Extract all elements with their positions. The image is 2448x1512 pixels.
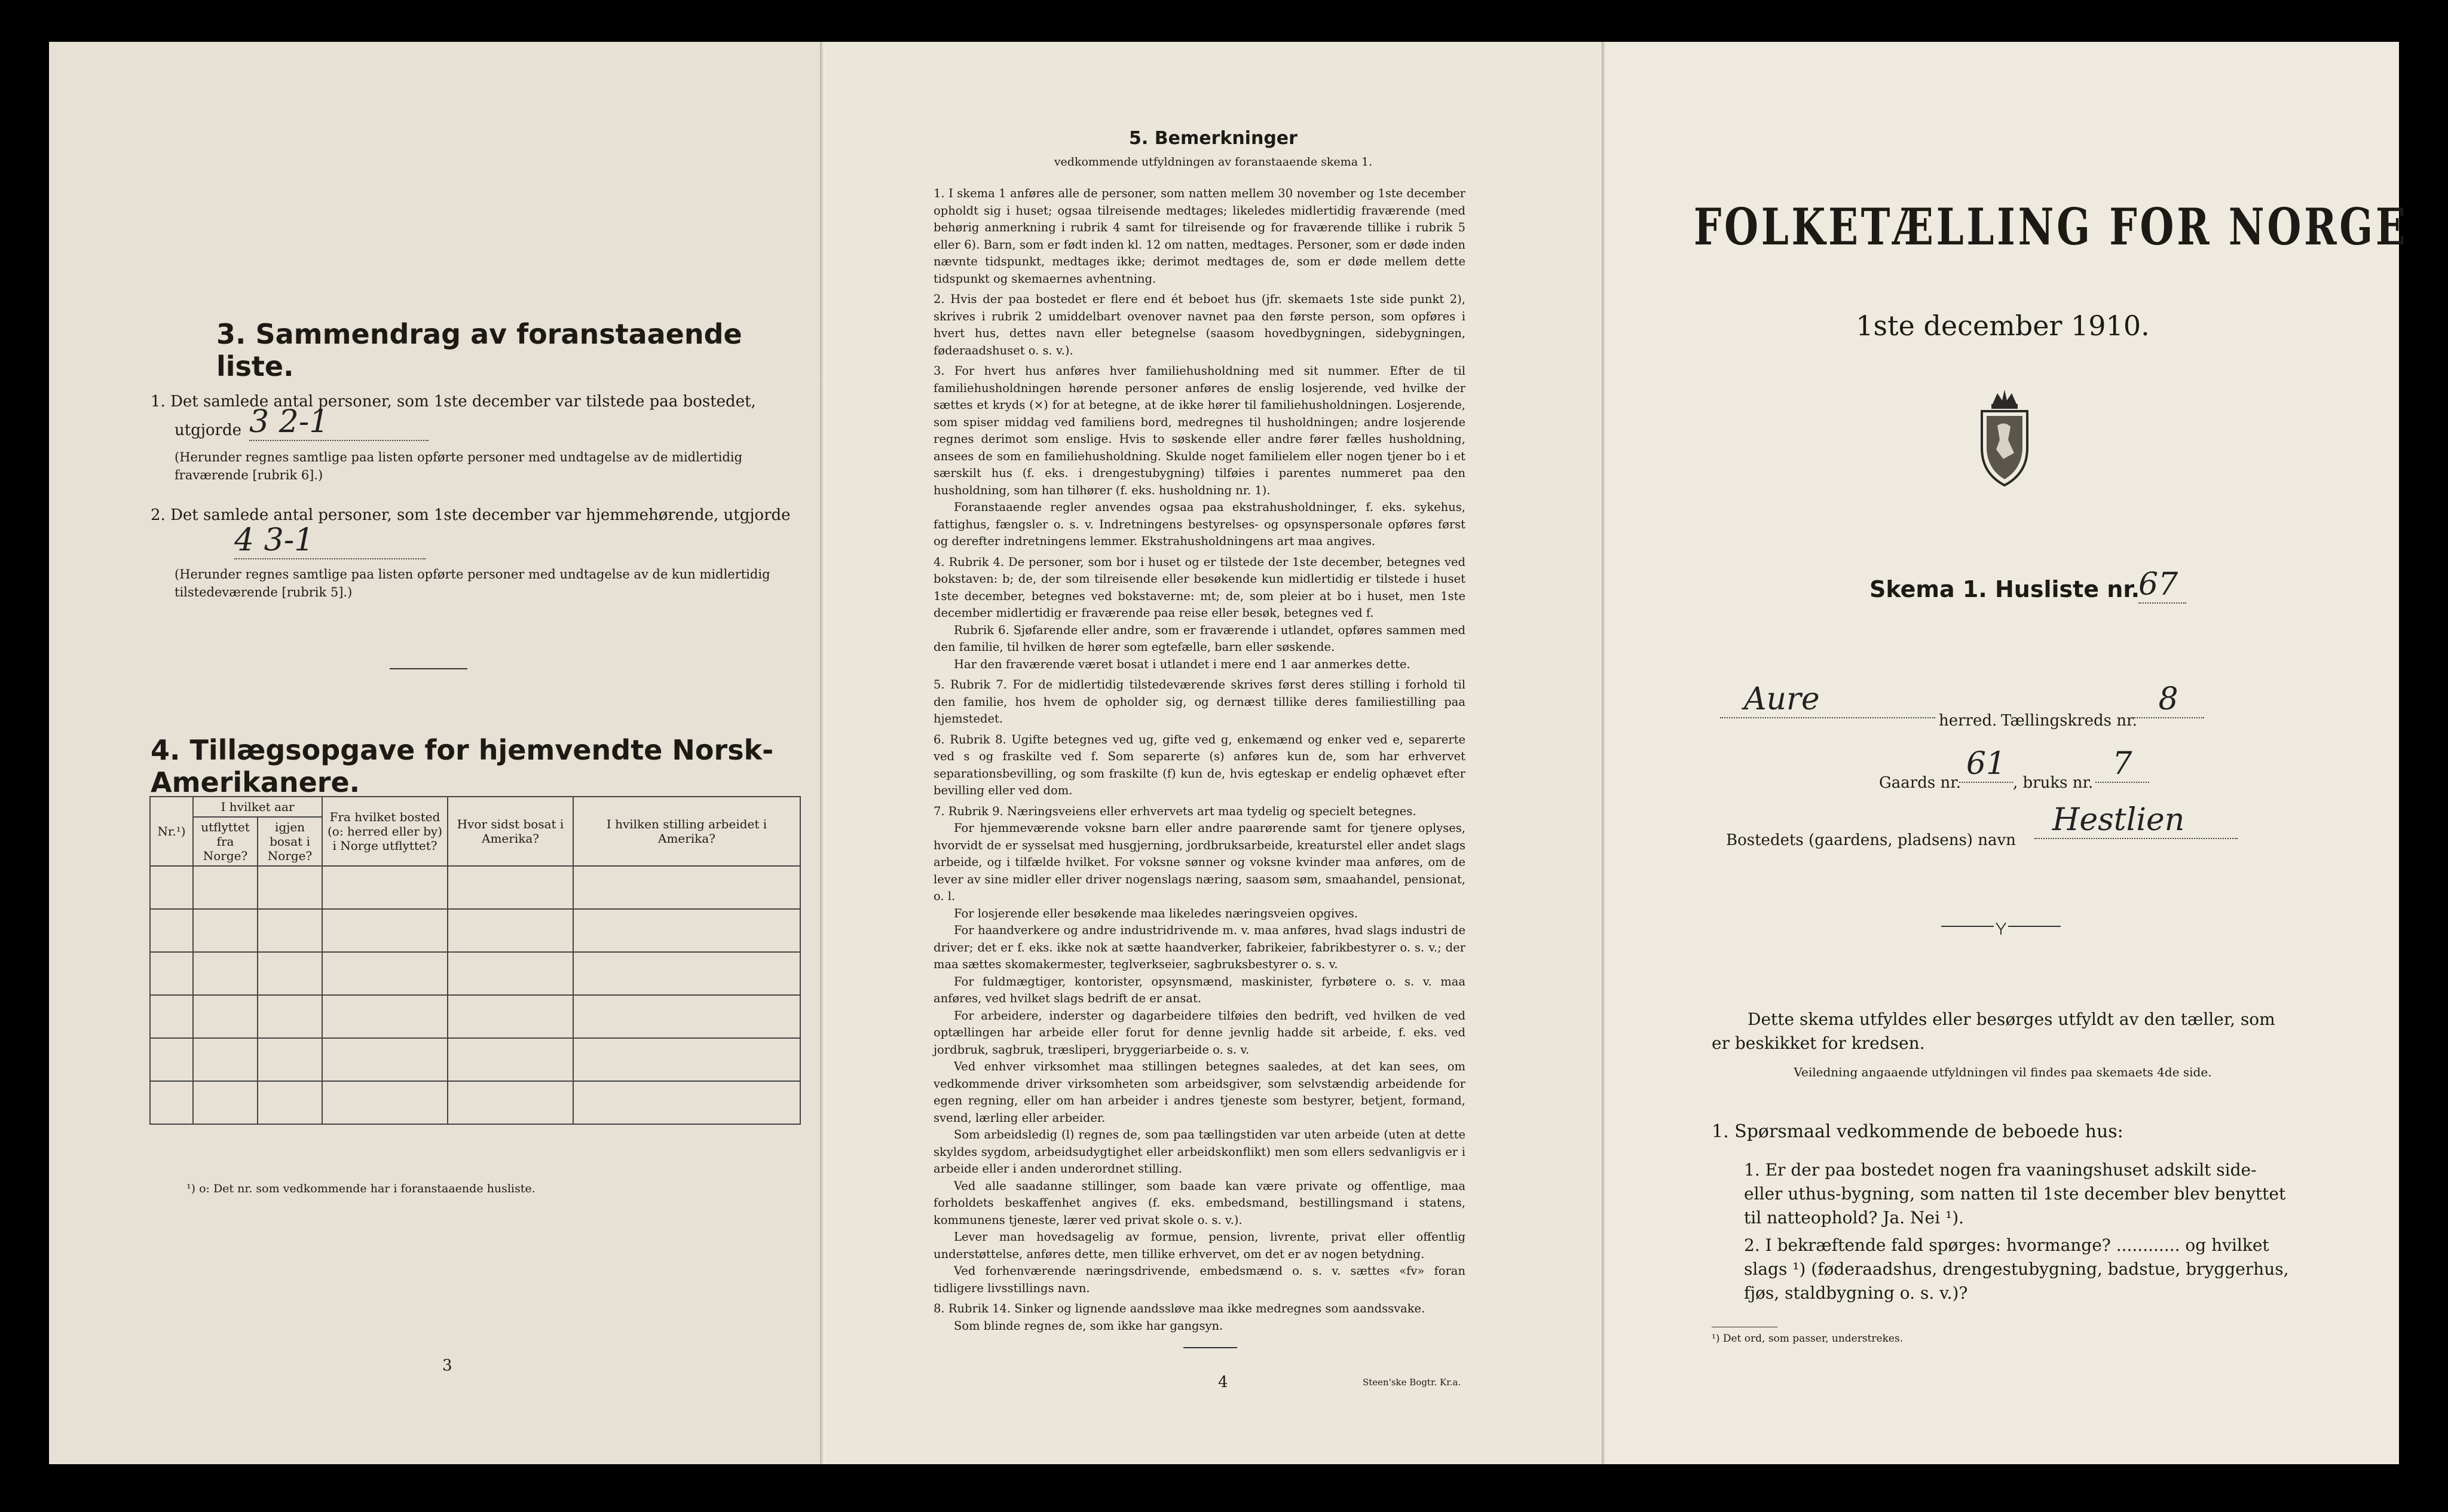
bosted-label: Bostedets (gaardens, pladsens) navn xyxy=(1726,831,2016,849)
remarks-subtitle: vedkommende utfyldningen av foranstaaende skema 1. xyxy=(1054,155,1373,169)
remark-7f: For arbeidere, inderster og dagarbeidere tilføies den bedrift, ved hvilken de ved optællingen har arbeide eller forut for denne jevnlig hadde sit arbeide, f. eks. ved jordbruk, sagbruk, træsliperi, bryggeriarbeide o. s. v. xyxy=(934,1008,1465,1057)
remark-4c: Har den fraværende været bosat i utlandet i mere end 1 aar anmerkes dette. xyxy=(954,657,1410,671)
question-1-1: 1. Er der paa bostedet nogen fra vaaningshuset adskilt side- eller uthus-bygning, som natten til 1ste december blev benyttet til natteophold? Ja. Nei ¹). xyxy=(1744,1160,2286,1228)
remark-7: 7. Rubrik 9. Næringsveiens eller erhvervets art maa tydelig og specielt betegnes. xyxy=(934,804,1416,818)
divider xyxy=(390,668,467,669)
page-4 xyxy=(825,42,1602,1464)
veiledning-text: Veiledning angaaende utfyldningen vil findes paa skemaets 4de side. xyxy=(1794,1065,2212,1079)
husliste-number: 67 xyxy=(2138,567,2186,604)
bruks-label: , bruks nr. xyxy=(2013,774,2094,792)
remark-7e: For fuldmægtiger, kontorister, opsynsmænd, maskinister, fyrbøtere o. s. v. maa anføres, ved hvilket slags bedrift de er ansat. xyxy=(934,974,1465,1005)
item-2-text: 2. Det samlede antal personer, som 1ste december var hjemmehørende, utgjorde xyxy=(151,506,791,524)
gaards-value: 61 xyxy=(1959,746,2013,783)
kreds-label: Tællingskreds nr. xyxy=(2001,712,2137,730)
divider xyxy=(1183,1347,1237,1348)
remark-7k: Ved forhenværende næringsdrivende, embedsmænd o. s. v. sættes «fv» foran tidligere livsstillings navn. xyxy=(934,1264,1465,1295)
table-row xyxy=(150,866,800,909)
herred-value: Aure xyxy=(1720,681,1935,718)
item-1-prefix: utgjorde xyxy=(175,421,242,439)
col-utflyttet: utflyttet fra Norge? xyxy=(193,817,258,866)
item-1-note: (Herunder regnes samtlige paa listen opførte personer med undtagelse av de midlertidig fraværende [rubrik 6].) xyxy=(175,450,743,482)
col-fra: Fra hvilket bosted (o: herred eller by) i Norge utflyttet? xyxy=(322,797,448,866)
footnote: ¹) Det ord, som passer, understrekes. xyxy=(1712,1333,1904,1345)
remark-2: 2. Hvis der paa bostedet er flere end ét beboet hus (jfr. skemaets 1ste side punkt 2), skrives i rubrik 2 umiddelbart ovenover navnet paa den første person, som opføres i hvert hus, dettes navn eller betegnelse (saasom hovedbygningen, sidebygningen, føderaadshuset o. s. v.). xyxy=(934,292,1465,357)
col-igjen: igjen bosat i Norge? xyxy=(258,817,322,866)
remark-7d: For haandverkere og andre industridrivende m. v. maa anføres, hvad slags industri de driver; det er f. eks. ikke nok at sætte haandverker, fabrikeier, fabrikbestyrer o. s. v.; der maa sættes skomakermester, teglverkseier, sagbruksbestyrer o. s. v. xyxy=(934,923,1465,971)
remarks-body xyxy=(934,185,1465,1335)
question-1-title: 1. Spørsmaal vedkommende de beboede hus: xyxy=(1712,1121,2123,1142)
kreds-value: 8 xyxy=(2132,681,2204,718)
remark-8: 8. Rubrik 14. Sinker og lignende aandssløve maa ikke medregnes som aandssvake. xyxy=(934,1302,1425,1315)
remark-4: 4. Rubrik 4. De personer, som bor i huset og er tilstede der 1ste december, betegnes ved bokstaven: b; de, der som tilreisende eller besøkende kun midlertidig er tilstede i huset 1ste december, betegnes ved bokstaverne: mt; de, som pleier at bo i huset, men 1ste december midlertidig er fraværende paa reise eller besøk, betegnes ved f. xyxy=(934,555,1465,620)
herred-label: herred. xyxy=(1939,712,1997,730)
remark-7j: Lever man hovedsagelig av formue, pension, livrente, privat eller offentlig understøttelse, anføres dette, men tillike erhvervet, om det er av nogen betydning. xyxy=(934,1230,1465,1261)
remark-3: 3. For hvert hus anføres hver familiehusholdning med sit nummer. Efter de til familiehusholdningen hørende personer anføres de enslig losjerende, ved hvilke der sættes et kryds (×) for at betegne, at de ikke hører til familiehusholdningen. Losjerende, som spiser middag ved familiens bord, medregnes til husholdningen; andre losjerende regnes derimot som enslige. Hvis to søskende eller andre fører fælles husholdning, ansees de som en familiehusholdning. Skulde noget familielem eller nogen tjener bo i et særskilt hus (f. eks. i drengestubygning) tilføies i parentes nummeret paa den husholdning, som han tilhører (f. eks. husholdning nr. 1). xyxy=(934,364,1465,497)
gaards-label: Gaards nr. xyxy=(1879,774,1962,792)
remark-7c: For losjerende eller besøkende maa likeledes næringsveien opgives. xyxy=(954,906,1358,920)
item-2-note: (Herunder regnes samtlige paa listen opførte personer med undtagelse av de kun midlertidig tilstedeværende [rubrik 5].) xyxy=(175,567,770,599)
col-group-year: I hvilket aar xyxy=(193,797,322,817)
col-nr: Nr.¹) xyxy=(150,797,193,866)
table-row xyxy=(150,1081,800,1124)
bruks-value: 7 xyxy=(2095,746,2149,783)
item-1-text: 1. Det samlede antal personer, som 1ste december var tilstede paa bostedet, xyxy=(151,393,756,411)
page-number: 3 xyxy=(442,1357,452,1375)
remark-7g: Ved enhver virksomhet maa stillingen betegnes saaledes, at det kan sees, om vedkommende driver virksomheten som arbeidsgiver, som selvstændig arbeidende for egen regning, eller om han arbeider i andres tjeneste som bestyrer, betjent, formand, svend, lærling eller arbeider. xyxy=(934,1060,1465,1125)
question-1-2: 2. I bekræftende fald spørges: hvormange? ............ og hvilket slags ¹) (føderaadshus, drengestubygning, badstue, bryggerhus, fjøs, staldbygning o. s. v.)? xyxy=(1744,1235,2289,1303)
printer-mark: Steen'ske Bogtr. Kr.a. xyxy=(1363,1377,1461,1388)
remark-4b: Rubrik 6. Sjøfarende eller andre, som er fraværende i utlandet, opføres sammen med den familie, til hvilken de hører som egtefælle, barn eller søskende. xyxy=(934,623,1465,654)
intro-text: Dette skema utfyldes eller besørges utfyldt av den tæller, som er beskikket for kredsen. xyxy=(1712,1009,2275,1053)
table-footnote: ¹) o: Det nr. som vedkommende har i foranstaaende husliste. xyxy=(186,1182,536,1195)
remark-8b: Som blinde regnes de, som ikke har gangsyn. xyxy=(954,1318,1223,1333)
remark-3b: Foranstaaende regler anvendes ogsaa paa ekstrahusholdninger, f. eks. sykehus, fattighus, fængsler o. s. v. Indretningens bestyrelses- og opsynspersonale opføres først og derefter indretningens lemmer. Ekstrahusholdningens art maa angives. xyxy=(934,500,1465,548)
page-3 xyxy=(49,42,820,1464)
remarks-title: 5. Bemerkninger xyxy=(1129,128,1298,149)
remark-7i: Ved alle saadanne stillinger, som baade kan være private og offentlige, maa forholdets beskaffenhet angives (f. eks. embedsmand, bestillingsmand i statens, kommunens tjeneste, lærer ved privat skole o. s. v.). xyxy=(934,1179,1465,1227)
remark-1: 1. I skema 1 anføres alle de personer, som natten mellem 30 november og 1ste december opholdt sig i huset; ogsaa tilreisende medtages; likeledes midlertidig fraværende (med behørig anmerkning i rubrik 4 samt for tilreisende og for fraværende tillike i rubrik 5 eller 6). Barn, som er født inden kl. 12 om natten, medtages. Personer, som er døde inden nævnte tidspunkt, medtages ikke; derimot medtages de, som er døde mellem dette tidspunkt og skemaernes avhentning. xyxy=(934,186,1465,286)
item-2-value: 4 3-1 xyxy=(234,522,426,559)
remark-7b: For hjemmeværende voksne barn eller andre paarørende samt for tjenere oplyses, hvorvidt de er sysselsat med husgjerning, jordbruksarbeide, kreaturstel eller andet slags arbeide, og i tilfælde hvilket. For voksne sønner og voksne kvinder maa anføres, om de lever av sine midler eller driver nogenslags næring, saasom søm, smaahandel, pensionat, o. l. xyxy=(934,821,1465,903)
table-row xyxy=(150,1038,800,1081)
col-stilling: I hvilken stilling arbeidet i Amerika? xyxy=(573,797,800,866)
section-4-title: 4. Tillægsopgave for hjemvendte Norsk-Amerikanere. xyxy=(151,734,774,798)
table-row xyxy=(150,909,800,952)
page-number: 4 xyxy=(1218,1373,1228,1391)
census-title: FOLKETÆLLING FOR NORGE xyxy=(1693,197,2409,256)
remark-7h: Som arbeidsledig (l) regnes de, som paa tællingstiden var uten arbeide (uten at dette skyldes sygdom, arbeidsudygtighet eller arbeidskonflikt) men som ellers sedvanligvis er i arbeide eller i anden underordnet stilling. xyxy=(934,1128,1465,1176)
census-date: 1ste december 1910. xyxy=(1856,310,2150,342)
table-row xyxy=(150,995,800,1038)
skema-label: Skema 1. Husliste nr. xyxy=(1869,576,2140,602)
coat-of-arms-icon xyxy=(1969,382,2040,490)
section-3-title: 3. Sammendrag av foranstaaende liste. xyxy=(216,318,742,382)
remark-6: 6. Rubrik 8. Ugifte betegnes ved ug, gifte ved g, enkemænd og enker ved e, separerte ved s og fraskilte ved f. Som separerte (s) anføres kun de, som har erhvervet separationsbevilling, og som fraskilte (f) kun de, hvis egteskap er endelig ophævet efter bevilling eller ved dom. xyxy=(934,732,1465,797)
page-1 xyxy=(1606,42,2409,1464)
ornament-icon xyxy=(1941,919,2061,937)
remark-5: 5. Rubrik 7. For de midlertidig tilstedeværende skrives først deres stilling i forhold til den familie, hos hvem de opholder sig, og dernæst tillike deres familiestilling paa hjemstedet. xyxy=(934,678,1465,726)
table-row xyxy=(150,952,800,995)
norsk-amerikaner-table xyxy=(149,796,801,1125)
col-sidst: Hvor sidst bosat i Amerika? xyxy=(448,797,573,866)
bosted-value: Hestlien xyxy=(2034,802,2238,839)
item-1-value: 3 2-1 xyxy=(249,404,429,441)
